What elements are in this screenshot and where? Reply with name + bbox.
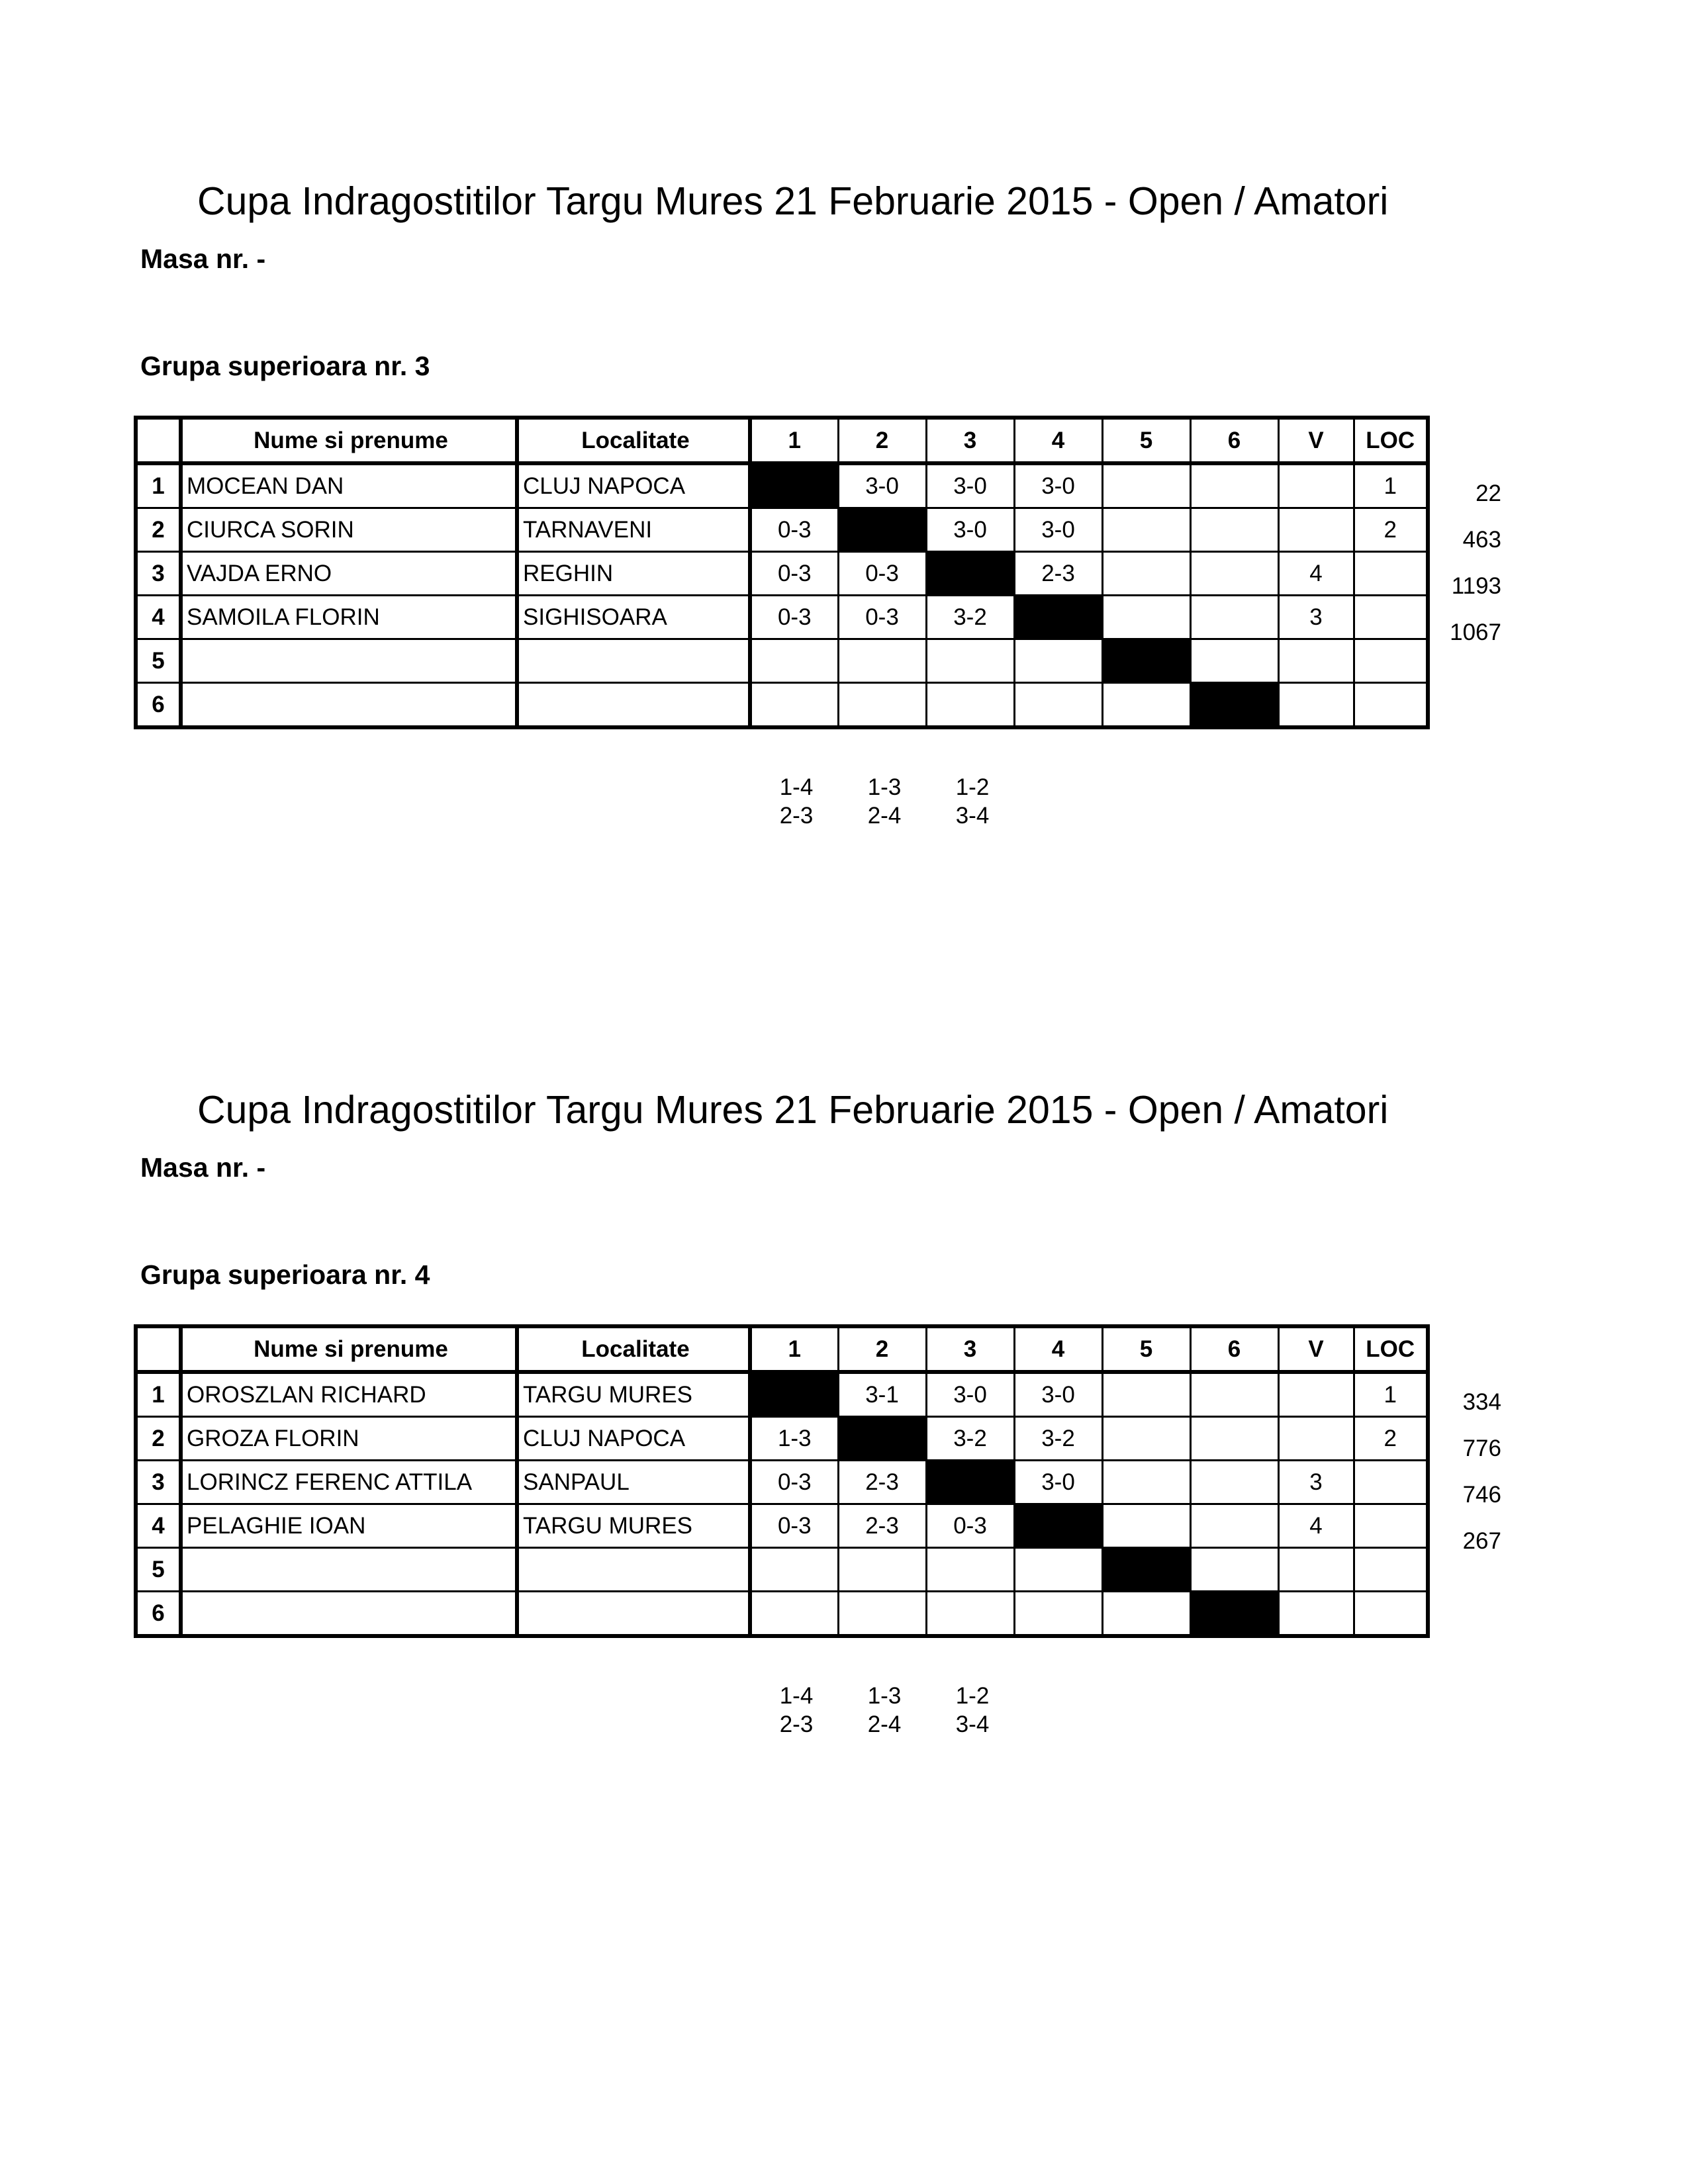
score-cell [1102,1372,1190,1417]
score-cell [1102,463,1190,508]
score-cell [1190,596,1278,639]
player-name [181,683,517,728]
pairing: 2-4 [867,1711,902,1737]
place-cell [1354,1592,1428,1637]
row-index: 1 [136,463,181,508]
score-cell [750,683,838,728]
side-note-value: 267 [1462,1528,1501,1554]
self-match-cell [1102,639,1190,683]
victories-cell [1278,463,1354,508]
player-locality [517,1592,750,1637]
score-cell [1190,639,1278,683]
header-col-5: 5 [1102,418,1190,463]
table-row [136,1372,1428,1417]
round-pairings [929,1682,1015,1739]
player-locality [517,683,750,728]
player-name: LORINCZ FERENC ATTILA [181,1461,517,1504]
table-row [136,552,1428,596]
pairing: 2-4 [867,803,902,829]
place-cell: 1 [1354,1372,1428,1417]
self-match-cell [750,1372,838,1417]
player-name [181,1592,517,1637]
score-cell [838,683,926,728]
table-row [136,683,1428,728]
score-cell [1102,508,1190,552]
table-number-label: Masa nr. - [140,244,266,274]
header-place: LOC [1354,1326,1428,1372]
player-name: VAJDA ERNO [181,552,517,596]
score-cell [1102,596,1190,639]
score-cell [1102,1461,1190,1504]
header-col-1: 1 [750,418,838,463]
victories-cell [1278,1417,1354,1461]
score-cell: 2-3 [838,1461,926,1504]
player-name: PELAGHIE IOAN [181,1504,517,1548]
place-cell [1354,1548,1428,1592]
score-cell [1190,508,1278,552]
self-match-cell [926,1461,1014,1504]
header-locality: Localitate [517,418,750,463]
victories-cell [1278,1372,1354,1417]
side-note-value: 746 [1462,1482,1501,1508]
score-cell: 3-1 [838,1372,926,1417]
place-cell: 2 [1354,508,1428,552]
pairing: 1-3 [867,1683,902,1709]
score-cell [926,639,1014,683]
score-cell: 3-2 [1014,1417,1102,1461]
header-col-3: 3 [926,418,1014,463]
table-row [136,1461,1428,1504]
place-cell [1354,639,1428,683]
self-match-cell [1014,1504,1102,1548]
score-cell: 3-0 [926,463,1014,508]
score-cell [1014,1548,1102,1592]
player-name: CIURCA SORIN [181,508,517,552]
row-index: 4 [136,1504,181,1548]
row-index: 5 [136,639,181,683]
score-cell: 0-3 [750,552,838,596]
row-index: 1 [136,1372,181,1417]
score-cell: 2-3 [838,1504,926,1548]
header-locality: Localitate [517,1326,750,1372]
header-col-5: 5 [1102,1326,1190,1372]
score-cell: 3-2 [926,596,1014,639]
table-row [136,1548,1428,1592]
player-locality: CLUJ NAPOCA [517,1417,750,1461]
score-cell: 3-0 [926,1372,1014,1417]
header-col-3: 3 [926,1326,1014,1372]
score-cell: 3-2 [926,1417,1014,1461]
score-cell: 0-3 [838,552,926,596]
page-title: Cupa Indragostitilor Targu Mures 21 Februarie 2015 - Open / Amatori [197,179,1389,223]
pairing: 2-3 [779,1711,814,1737]
row-index: 3 [136,552,181,596]
score-cell [1102,552,1190,596]
score-cell [1190,1372,1278,1417]
place-cell [1354,552,1428,596]
header-col-6: 6 [1190,418,1278,463]
score-cell: 3-0 [1014,1461,1102,1504]
header-victories: V [1278,1326,1354,1372]
player-locality [517,639,750,683]
side-note-value: 22 [1476,480,1501,506]
self-match-cell [1014,596,1102,639]
player-locality [517,1548,750,1592]
self-match-cell [1190,1592,1278,1637]
pairing: 3-4 [955,803,990,829]
player-name [181,1548,517,1592]
score-cell: 2-3 [1014,552,1102,596]
score-cell [1102,1592,1190,1637]
score-cell: 3-0 [838,463,926,508]
score-cell [838,1548,926,1592]
header-col-2: 2 [838,1326,926,1372]
group-heading: Grupa superioara nr. 4 [140,1259,430,1290]
side-note-value: 1067 [1450,619,1501,645]
header-name: Nume si prenume [181,1326,517,1372]
victories-cell: 3 [1278,1461,1354,1504]
side-note-value: 1193 [1451,573,1501,599]
player-name: SAMOILA FLORIN [181,596,517,639]
score-cell [750,1548,838,1592]
row-index: 6 [136,1592,181,1637]
score-cell [1102,1504,1190,1548]
place-cell: 1 [1354,463,1428,508]
victories-cell: 3 [1278,596,1354,639]
side-note-value: 334 [1462,1389,1501,1415]
score-cell: 3-0 [1014,508,1102,552]
player-locality: TARGU MURES [517,1372,750,1417]
player-locality: TARGU MURES [517,1504,750,1548]
table-row [136,1417,1428,1461]
score-cell [926,1592,1014,1637]
header-index [136,418,181,463]
player-name [181,639,517,683]
score-cell [1102,1417,1190,1461]
row-index: 2 [136,1417,181,1461]
score-cell: 0-3 [838,596,926,639]
group-section [0,0,1688,907]
place-cell [1354,1504,1428,1548]
victories-cell [1278,683,1354,728]
score-cell: 3-0 [926,508,1014,552]
place-cell: 2 [1354,1417,1428,1461]
round-pairings [841,773,927,830]
place-cell [1354,596,1428,639]
header-col-4: 4 [1014,418,1102,463]
score-cell [1014,683,1102,728]
header-name: Nume si prenume [181,418,517,463]
score-cell [926,1548,1014,1592]
round-pairings [753,1682,839,1739]
player-name: MOCEAN DAN [181,463,517,508]
score-cell [1014,1592,1102,1637]
pairing: 1-4 [779,1683,814,1709]
victories-cell [1278,639,1354,683]
header-place: LOC [1354,418,1428,463]
score-cell: 1-3 [750,1417,838,1461]
header-index [136,1326,181,1372]
table-number-label: Masa nr. - [140,1152,266,1183]
victories-cell [1278,1592,1354,1637]
header-col-1: 1 [750,1326,838,1372]
table-header-row [136,418,1428,463]
score-cell [1190,1548,1278,1592]
victories-cell [1278,1548,1354,1592]
row-index: 3 [136,1461,181,1504]
table-row [136,1592,1428,1637]
score-cell: 0-3 [750,1461,838,1504]
round-pairings [929,773,1015,830]
player-name: OROSZLAN RICHARD [181,1372,517,1417]
row-index: 6 [136,683,181,728]
score-cell: 0-3 [926,1504,1014,1548]
pairing: 1-3 [867,774,902,800]
table-row [136,508,1428,552]
score-cell: 3-0 [1014,463,1102,508]
score-cell [1190,1461,1278,1504]
victories-cell [1278,508,1354,552]
round-pairings [841,1682,927,1739]
score-cell [838,639,926,683]
score-cell [926,683,1014,728]
player-name: GROZA FLORIN [181,1417,517,1461]
side-note-value: 776 [1462,1435,1501,1461]
player-locality: SIGHISOARA [517,596,750,639]
table-row [136,1504,1428,1548]
score-cell [1190,1417,1278,1461]
place-cell [1354,683,1428,728]
score-cell [750,639,838,683]
header-victories: V [1278,418,1354,463]
self-match-cell [750,463,838,508]
score-cell [838,1592,926,1637]
pairing: 1-2 [955,1683,990,1709]
victories-cell: 4 [1278,552,1354,596]
pairing: 1-4 [779,774,814,800]
score-cell [1190,463,1278,508]
table-row [136,463,1428,508]
round-pairings [753,773,839,830]
results-table [134,1324,1430,1638]
header-col-2: 2 [838,418,926,463]
pairing: 1-2 [955,774,990,800]
score-cell [750,1592,838,1637]
table-row [136,639,1428,683]
header-col-4: 4 [1014,1326,1102,1372]
self-match-cell [1190,683,1278,728]
score-cell [1190,1504,1278,1548]
results-table [134,416,1430,729]
player-locality: SANPAUL [517,1461,750,1504]
victories-cell: 4 [1278,1504,1354,1548]
score-cell: 0-3 [750,508,838,552]
score-cell: 0-3 [750,1504,838,1548]
place-cell [1354,1461,1428,1504]
group-section [0,909,1688,1815]
score-cell: 3-0 [1014,1372,1102,1417]
self-match-cell [838,508,926,552]
self-match-cell [926,552,1014,596]
self-match-cell [838,1417,926,1461]
row-index: 4 [136,596,181,639]
player-locality: REGHIN [517,552,750,596]
table-row [136,596,1428,639]
score-cell [1014,639,1102,683]
side-note-value: 463 [1462,527,1501,553]
player-locality: TARNAVENI [517,508,750,552]
score-cell: 0-3 [750,596,838,639]
pairing: 3-4 [955,1711,990,1737]
pairing: 2-3 [779,803,814,829]
page-title: Cupa Indragostitilor Targu Mures 21 Februarie 2015 - Open / Amatori [197,1088,1389,1132]
row-index: 2 [136,508,181,552]
score-cell [1102,683,1190,728]
self-match-cell [1102,1548,1190,1592]
table-header-row [136,1326,1428,1372]
score-cell [1190,552,1278,596]
header-col-6: 6 [1190,1326,1278,1372]
group-heading: Grupa superioara nr. 3 [140,351,430,381]
player-locality: CLUJ NAPOCA [517,463,750,508]
row-index: 5 [136,1548,181,1592]
